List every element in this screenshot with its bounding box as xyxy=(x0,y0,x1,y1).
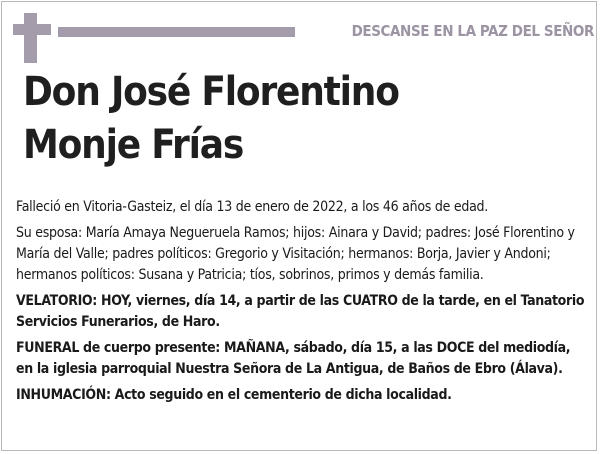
death-paragraph: Falleció en Vitoria-Gasteiz, el día 13 de enero de 2022, a los 46 años de edad. xyxy=(16,199,489,215)
cross-icon xyxy=(24,13,37,63)
cross-icon-arm xyxy=(13,24,51,35)
header-divider-bar xyxy=(58,27,295,37)
deceased-name xyxy=(23,66,399,172)
funeral-paragraph: FUNERAL de cuerpo presente: MAÑANA, sábado, día 15, a las DOCE del mediodía, en la iglesia parroquial Nuestra Señora de La Antigua, de Baños de Ebro (Álava). xyxy=(16,340,571,377)
notice-frame xyxy=(1,1,597,451)
header-text: DESCANSE EN LA PAZ DEL SEÑOR xyxy=(351,22,594,40)
deceased-name-line-1: Don José Florentino xyxy=(23,69,399,115)
notice-body xyxy=(16,197,591,411)
wake-paragraph: VELATORIO: HOY, viernes, día 14, a partir de las CUATRO de la tarde, en el Tanatorio Servicios Funerarios, de Haro. xyxy=(16,293,585,330)
burial-paragraph: INHUMACIÓN: Acto seguido en el cementerio de dicha localidad. xyxy=(16,387,452,403)
deceased-name-line-2: Monje Frías xyxy=(23,122,244,168)
family-paragraph: Su esposa: María Amaya Negueruela Ramos; hijos: Ainara y David; padres: José Florentino y María del Valle; padres políticos: Gregorio y Visitación; hermanos: Borja, Javier y Andoni; hermanos políticos: Susana y Patricia; tíos, sobrinos, primos y demás familia. xyxy=(16,225,575,283)
